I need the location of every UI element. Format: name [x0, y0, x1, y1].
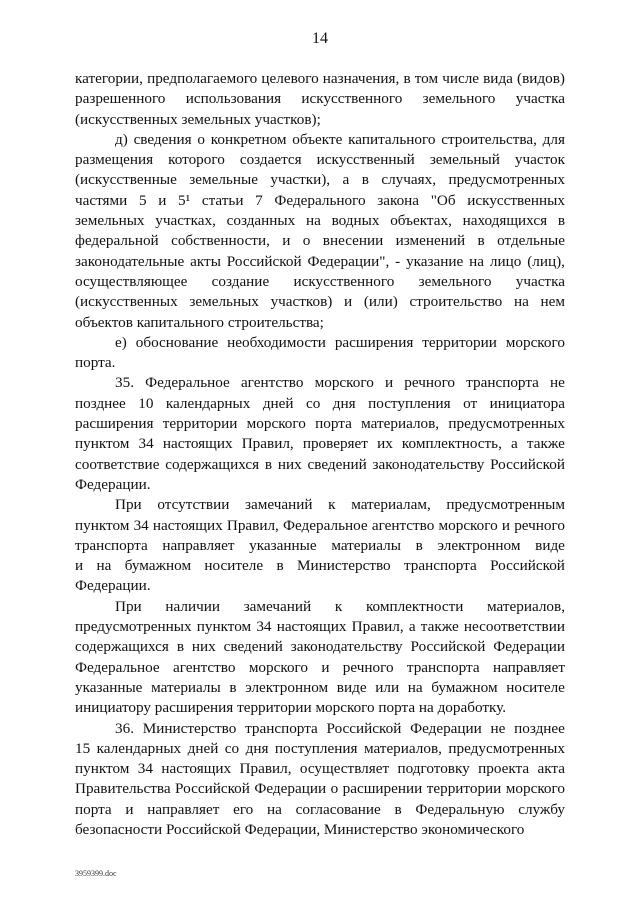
text-line: содержащихся в них сведений законодательству Российской Федерации — [75, 638, 565, 656]
text-line: соответствие содержащихся в них сведений законодательству Российской — [75, 455, 565, 473]
text-line: (искусственные земельные участки), а в случаях, предусмотренных — [75, 171, 565, 189]
text-line: позднее 10 календарных дней со дня поступления от инициатора — [75, 394, 565, 412]
text-line: федеральной собственности, и о внесении изменений в отдельные — [75, 232, 565, 250]
text-line: земельных участках, созданных на водных объектах, находящихся в — [75, 212, 565, 230]
text-line: порта и направляет его на согласование в Федеральную службу — [75, 800, 565, 818]
text-line: (искусственных земельных участков) и (или) строительство на нем — [75, 293, 565, 311]
text-line: безопасности Российской Федерации, Министерство экономического — [75, 820, 525, 838]
text-line: осуществляющее создание искусственного земельного участка — [75, 272, 565, 290]
paragraph-p-35-no-remarks — [75, 495, 565, 596]
paragraph-p-item-d — [75, 130, 565, 333]
text-line: предусмотренных пунктом 34 настоящих Правил, а также несоответствии — [75, 618, 565, 636]
text-line: размещения которого создается искусственный земельный участок — [75, 151, 565, 169]
text-line: 15 календарных дней со дня поступления материалов, предусмотренных — [75, 739, 565, 757]
text-line: разрешенного использования искусственного земельного участка — [75, 90, 565, 108]
text-line: 35. Федеральное агентство морского и речного транспорта не — [115, 374, 565, 392]
text-line: указанные материалы в электронном виде или на бумажном носителе — [75, 678, 565, 696]
paragraph-p-item-e — [75, 333, 565, 374]
text-line: и на бумажном носителе в Министерство транспорта Российской — [75, 557, 565, 575]
text-line: 36. Министерство транспорта Российской Федерации не позднее — [115, 719, 565, 737]
text-line: транспорта направляет указанные материалы в электронном виде — [75, 536, 565, 554]
paragraph-p-35 — [75, 373, 565, 495]
footer-file-code: 3959399.doc — [75, 869, 117, 878]
paragraph-p-35-remarks — [75, 597, 565, 719]
text-line: пунктом 34 настоящих Правил, проверяет их комплектность, а также — [75, 435, 565, 453]
paragraph-p-continuation — [75, 69, 565, 130]
text-line: пунктом 34 настоящих Правил, Федеральное агентство морского и речного — [75, 516, 565, 534]
text-line: категории, предполагаемого целевого назначения, в том числе вида (видов) — [75, 70, 565, 87]
paragraph-p-36 — [75, 719, 565, 841]
text-line: Правительства Российской Федерации о расширении территории морского — [75, 780, 565, 798]
document-body — [75, 69, 565, 840]
text-line: частями 5 и 5¹ статьи 7 Федерального закона "Об искусственных — [75, 191, 565, 209]
text-line: инициатору расширения территории морского порта на доработку. — [75, 699, 507, 717]
text-line: Федеральное агентство морского и речного транспорта направляет — [75, 658, 565, 676]
text-line: Федерации. — [75, 475, 151, 493]
page-number: 14 — [312, 30, 328, 47]
text-line: расширения территории морского порта материалов, предусмотренных — [75, 415, 565, 433]
text-line: порта. — [75, 354, 116, 372]
text-line: (искусственных земельных участков); — [75, 110, 321, 128]
text-line: е) обоснование необходимости расширения территории морского — [115, 333, 565, 351]
text-line: объектов капитального строительства; — [75, 313, 324, 331]
text-line: При отсутствии замечаний к материалам, предусмотренным — [115, 496, 565, 514]
text-line: пунктом 34 настоящих Правил, осуществляет подготовку проекта акта — [75, 760, 565, 778]
text-line: Федерации. — [75, 577, 151, 595]
text-line: законодательные акты Российской Федерации", - указание на лицо (лиц), — [75, 252, 565, 270]
text-line: При наличии замечаний к комплектности материалов, — [115, 597, 565, 615]
text-line: д) сведения о конкретном объекте капитального строительства, для — [115, 130, 565, 148]
